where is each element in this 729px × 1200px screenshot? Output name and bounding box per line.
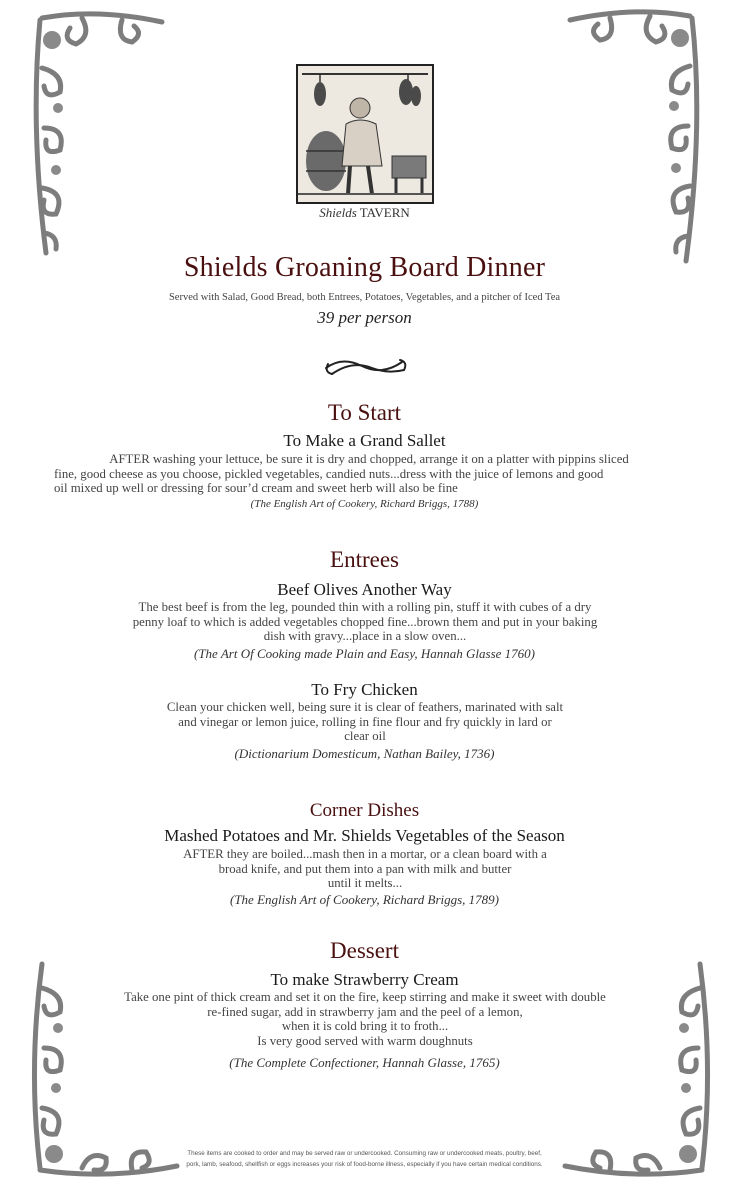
logo-caption-italic: Shields (319, 205, 357, 220)
corner-ornament-top-right (560, 6, 710, 266)
description-line: re-fined sugar, add in strawberry jam and the peel of a lemon, (207, 1004, 523, 1019)
description-line: penny loaf to which is added vegetables chopped fine...brown them and put in your baking (132, 614, 598, 629)
description-line: until it melts... (327, 876, 403, 890)
dish-description-fry-chicken (80, 700, 650, 744)
description-line: clear oil (344, 729, 386, 743)
flourish-divider (322, 352, 408, 387)
logo-caption-rest: TAVERN (359, 205, 410, 220)
dish-mashed-potatoes: Mashed Potatoes and Mr. Shields Vegetables of the Season (164, 826, 565, 845)
dish-strawberry-cream: To make Strawberry Cream (270, 970, 459, 989)
source-citation: (Dictionarium Domesticum, Nathan Bailey, 1736) (234, 746, 495, 761)
section-heading-corner-dishes: Corner Dishes (309, 800, 420, 821)
source-citation: (The Complete Confectioner, Hannah Glasse, 1765) (229, 1055, 500, 1070)
disclaimer-line: pork, lamb, seafood, shellfish or eggs increases your risk of food-borne illness, especially if you have certain medical conditions. (186, 1161, 543, 1168)
description-line: Clean your chicken well, being sure it is clear of feathers, marinated with salt (166, 700, 564, 714)
section-heading-entrees: Entrees (330, 547, 399, 572)
description-line: and vinegar or lemon juice, rolling in fine flour and fry quickly in lard or (178, 714, 552, 729)
dish-description-mashed-potatoes (80, 847, 650, 891)
source-citation: (The English Art of Cookery, Richard Briggs, 1788) (250, 498, 479, 510)
description-line: when it is cold bring it to froth... (281, 1019, 449, 1033)
description-line: dish with gravy...place in a slow oven... (263, 629, 467, 643)
page-title: Shields Groaning Board Dinner (183, 252, 546, 283)
description-line: oil mixed up well or dressing for sour’d cream and sweet herb will also be fine (54, 481, 458, 495)
description-line: broad knife, and put them into a pan with milk and butter (218, 861, 512, 876)
served-with-note: Served with Salad, Good Bread, both Entrees, Potatoes, Vegetables, and a pitcher of Iced Tea (168, 292, 561, 303)
price: 39 per person (317, 308, 412, 327)
dish-grand-sallet: To Make a Grand Sallet (283, 431, 446, 450)
tavern-chef-illustration (296, 64, 434, 204)
dish-description-grand-sallet (54, 452, 684, 496)
disclaimer-line: These items are cooked to order and may be served raw or undercooked. Consuming raw or undercooked meats, poultry, beef, (187, 1150, 542, 1157)
dish-beef-olives: Beef Olives Another Way (277, 580, 452, 599)
food-safety-disclaimer (0, 1148, 729, 1170)
description-line: The best beef is from the leg, pounded thin with a rolling pin, stuff it with cubes of a dry (138, 600, 592, 614)
section-heading-to-start: To Start (327, 400, 402, 425)
dish-description-strawberry-cream (80, 990, 650, 1048)
description-line: AFTER washing your lettuce, be sure it is dry and chopped, arrange it on a platter with pippins sliced (109, 452, 629, 466)
logo-caption (0, 205, 729, 221)
source-citation: (The Art Of Cooking made Plain and Easy, Hannah Glasse 1760) (194, 646, 535, 661)
dish-description-beef-olives (80, 600, 650, 644)
source-citation: (The English Art of Cookery, Richard Briggs, 1789) (229, 892, 499, 907)
dish-fry-chicken: To Fry Chicken (311, 680, 418, 699)
description-line: fine, good cheese as you choose, pickled vegetables, candied nuts...dress with the juice of lemons and good (54, 466, 604, 481)
section-heading-dessert: Dessert (330, 938, 399, 963)
description-line: Is very good served with warm doughnuts (257, 1033, 473, 1048)
description-line: AFTER they are boiled...mash then in a mortar, or a clean board with a (183, 847, 547, 861)
description-line: Take one pint of thick cream and set it on the fire, keep stirring and make it sweet with double (124, 990, 606, 1004)
